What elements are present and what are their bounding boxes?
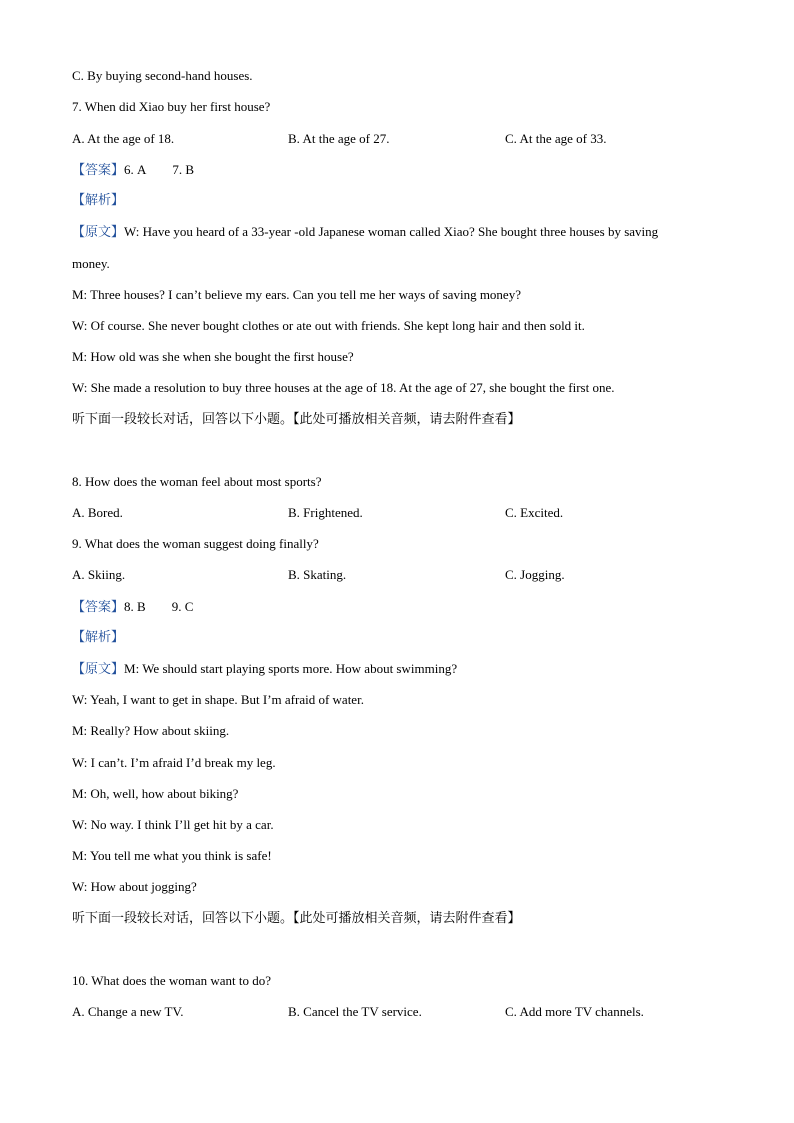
answer-line-2 [72,599,193,616]
transcript-2-line-1 [72,661,457,678]
answer-tag: 【答案】 [72,600,125,615]
answer-6: 6. A [124,162,147,177]
q6-option-c: C. By buying second-hand houses. [72,68,253,83]
q10-question: 10. What does the woman want to do? [72,973,272,988]
q9-question: 9. What does the woman suggest doing finally? [72,536,319,551]
analysis-tag-2: 【解析】 [72,630,125,645]
transcript-2-line-5: M: Oh, well, how about biking? [72,786,239,801]
transcript-1-line-1 [72,224,658,241]
q7-option-b: B. At the age of 27. [288,131,390,146]
answer-7: 7. B [172,162,195,177]
q8-option-b: B. Frightened. [288,505,363,520]
q7-option-a: A. At the age of 18. [72,131,175,146]
transcript-1-line-3: M: Three houses? I can’t believe my ears. Can you tell me her ways of saving money? [72,287,521,302]
transcript-1-line-6: W: She made a resolution to buy three houses at the age of 18. At the age of 27, she bought the first one. [72,380,615,395]
transcript-1-line-4: W: Of course. She never bought clothes or ate out with friends. She kept long hair and then sold it. [72,318,585,333]
answer-line-1 [72,162,194,179]
q10-option-a: A. Change a new TV. [72,1004,184,1019]
transcript-1-line-5: M: How old was she when she bought the first house? [72,349,354,364]
answer-9: 9. C [171,599,194,614]
q8-option-a: A. Bored. [72,505,123,520]
transcript-2-line-8: W: How about jogging? [72,879,197,894]
q9-option-b: B. Skating. [288,567,347,582]
transcript-tag: 【原文】 [72,662,125,677]
q10-option-c: C. Add more TV channels. [505,1004,644,1019]
listening-instruction-1: 听下面一段较长对话，回答以下小题。【此处可播放相关音频，请去附件查看】 [72,412,521,427]
transcript-text: W: Have you heard of a 33-year -old Japanese woman called Xiao? She bought three houses by saving [124,224,659,239]
q10-option-b: B. Cancel the TV service. [288,1004,422,1019]
q9-option-c: C. Jogging. [505,567,565,582]
answer-8: 8. B [124,599,146,614]
q8-question: 8. How does the woman feel about most sports? [72,474,322,489]
q9-option-a: A. Skiing. [72,567,126,582]
listening-instruction-2: 听下面一段较长对话，回答以下小题。【此处可播放相关音频，请去附件查看】 [72,911,521,926]
transcript-tag: 【原文】 [72,225,125,240]
transcript-2-line-4: W: I can’t. I’m afraid I’d break my leg. [72,755,276,770]
transcript-1-line-2: money. [72,256,110,271]
q7-option-c: C. At the age of 33. [505,131,607,146]
answer-tag: 【答案】 [72,163,125,178]
transcript-2-line-6: W: No way. I think I’ll get hit by a car. [72,817,274,832]
transcript-2-line-2: W: Yeah, I want to get in shape. But I’m afraid of water. [72,692,364,707]
transcript-2-line-3: M: Really? How about skiing. [72,723,230,738]
analysis-tag-1: 【解析】 [72,193,125,208]
transcript-2-line-7: M: You tell me what you think is safe! [72,848,272,863]
q7-question: 7. When did Xiao buy her first house? [72,99,271,114]
transcript-text: M: We should start playing sports more. How about swimming? [124,661,458,676]
q8-option-c: C. Excited. [505,505,564,520]
